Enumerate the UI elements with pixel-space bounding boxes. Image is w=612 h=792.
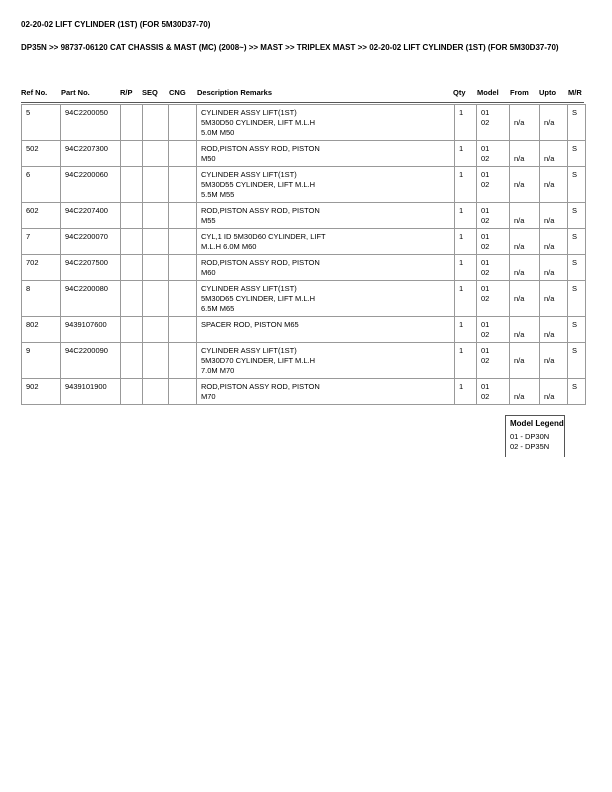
qty-cell: 1 (455, 343, 477, 379)
breadcrumb: DP35N >> 98737-06120 CAT CHASSIS & MAST (MC) (2008~) >> MAST >> TRIPLEX MAST >> 02-20-02 LIFT CYLINDER (1ST) (FOR 5M30D37-70) (21, 43, 559, 52)
table-row (22, 379, 586, 405)
cng-cell (169, 203, 197, 229)
rp-cell (121, 141, 143, 167)
qty-cell: 1 (455, 229, 477, 255)
mr-cell: S (568, 229, 586, 255)
seq-cell (143, 105, 169, 141)
model-cell: 01 02 (477, 317, 510, 343)
seq-cell (143, 141, 169, 167)
cng-cell (169, 255, 197, 281)
upto-cell: n/a (540, 255, 568, 281)
model-cell: 01 02 (477, 141, 510, 167)
model-cell: 01 02 (477, 229, 510, 255)
header-ref: Ref No. (21, 88, 48, 97)
upto-cell: n/a (540, 229, 568, 255)
part-number-cell: 94C2200080 (61, 281, 121, 317)
part-number-cell: 9439101900 (61, 379, 121, 405)
ref-cell: 7 (22, 229, 61, 255)
header-from: From (510, 88, 529, 97)
table-row (22, 343, 586, 379)
model-cell: 01 02 (477, 343, 510, 379)
seq-cell (143, 281, 169, 317)
part-number-cell: 94C2200090 (61, 343, 121, 379)
from-cell: n/a (510, 379, 540, 405)
rp-cell (121, 317, 143, 343)
rp-cell (121, 343, 143, 379)
upto-cell: n/a (540, 203, 568, 229)
ref-cell: 6 (22, 167, 61, 203)
seq-cell (143, 203, 169, 229)
part-number-cell: 94C2207300 (61, 141, 121, 167)
description-cell: CYLINDER ASSY LIFT(1ST) 5M30D70 CYLINDER, LIFT M.L.H 7.0M M70 (197, 343, 455, 379)
seq-cell (143, 255, 169, 281)
ref-cell: 902 (22, 379, 61, 405)
cng-cell (169, 141, 197, 167)
mr-cell: S (568, 167, 586, 203)
from-cell: n/a (510, 229, 540, 255)
model-cell: 01 02 (477, 379, 510, 405)
qty-cell: 1 (455, 255, 477, 281)
upto-cell: n/a (540, 105, 568, 141)
rp-cell (121, 167, 143, 203)
part-number-cell: 94C2200050 (61, 105, 121, 141)
upto-cell: n/a (540, 167, 568, 203)
ref-cell: 8 (22, 281, 61, 317)
table-row (22, 229, 586, 255)
legend-item: 02 - DP35N (510, 442, 550, 451)
mr-cell: S (568, 141, 586, 167)
qty-cell: 1 (455, 203, 477, 229)
from-cell: n/a (510, 167, 540, 203)
from-cell: n/a (510, 105, 540, 141)
model-cell: 01 02 (477, 203, 510, 229)
upto-cell: n/a (540, 317, 568, 343)
from-cell: n/a (510, 203, 540, 229)
rp-cell (121, 203, 143, 229)
from-cell: n/a (510, 343, 540, 379)
seq-cell (143, 317, 169, 343)
cng-cell (169, 317, 197, 343)
legend-title: Model Legend (510, 419, 564, 428)
description-cell: ROD,PISTON ASSY ROD, PISTON M60 (197, 255, 455, 281)
mr-cell: S (568, 343, 586, 379)
header-mr: M/R (568, 88, 582, 97)
table-row (22, 167, 586, 203)
table-header (21, 88, 584, 105)
ref-cell: 9 (22, 343, 61, 379)
part-number-cell: 94C2200060 (61, 167, 121, 203)
description-cell: SPACER ROD, PISTON M65 (197, 317, 455, 343)
header-part: Part No. (61, 88, 90, 97)
description-cell: CYL,1 ID 5M30D60 CYLINDER, LIFT M.L.H 6.0M M60 (197, 229, 455, 255)
rp-cell (121, 255, 143, 281)
from-cell: n/a (510, 317, 540, 343)
cng-cell (169, 229, 197, 255)
qty-cell: 1 (455, 379, 477, 405)
header-rp: R/P (120, 88, 133, 97)
rp-cell (121, 379, 143, 405)
ref-cell: 602 (22, 203, 61, 229)
header-seq: SEQ (142, 88, 158, 97)
qty-cell: 1 (455, 141, 477, 167)
ref-cell: 502 (22, 141, 61, 167)
header-cng: CNG (169, 88, 186, 97)
header-desc: Description Remarks (197, 88, 273, 97)
ref-cell: 702 (22, 255, 61, 281)
legend-item: 01 - DP30N (510, 432, 550, 441)
description-cell: CYLINDER ASSY LIFT(1ST) 5M30D55 CYLINDER, LIFT M.L.H 5.5M M55 (197, 167, 455, 203)
seq-cell (143, 167, 169, 203)
description-cell: CYLINDER ASSY LIFT(1ST) 5M30D50 CYLINDER, LIFT M.L.H 5.0M M50 (197, 105, 455, 141)
upto-cell: n/a (540, 379, 568, 405)
model-cell: 01 02 (477, 281, 510, 317)
upto-cell: n/a (540, 141, 568, 167)
qty-cell: 1 (455, 105, 477, 141)
qty-cell: 1 (455, 317, 477, 343)
table-row (22, 105, 586, 141)
parts-table (21, 104, 586, 405)
table-row (22, 317, 586, 343)
cng-cell (169, 343, 197, 379)
description-cell: CYLINDER ASSY LIFT(1ST) 5M30D65 CYLINDER, LIFT M.L.H 6.5M M65 (197, 281, 455, 317)
upto-cell: n/a (540, 281, 568, 317)
mr-cell: S (568, 255, 586, 281)
table-row (22, 255, 586, 281)
rp-cell (121, 229, 143, 255)
description-cell: ROD,PISTON ASSY ROD, PISTON M55 (197, 203, 455, 229)
mr-cell: S (568, 203, 586, 229)
seq-cell (143, 379, 169, 405)
model-cell: 01 02 (477, 167, 510, 203)
from-cell: n/a (510, 281, 540, 317)
mr-cell: S (568, 379, 586, 405)
cng-cell (169, 281, 197, 317)
rp-cell (121, 105, 143, 141)
upto-cell: n/a (540, 343, 568, 379)
part-number-cell: 94C2207400 (61, 203, 121, 229)
part-number-cell: 9439107600 (61, 317, 121, 343)
table-row (22, 281, 586, 317)
table-row (22, 203, 586, 229)
mr-cell: S (568, 317, 586, 343)
header-upto: Upto (539, 88, 557, 97)
ref-cell: 802 (22, 317, 61, 343)
part-number-cell: 94C2207500 (61, 255, 121, 281)
model-cell: 01 02 (477, 255, 510, 281)
header-qty: Qty (453, 88, 466, 97)
model-cell: 01 02 (477, 105, 510, 141)
header-model: Model (477, 88, 499, 97)
ref-cell: 5 (22, 105, 61, 141)
description-cell: ROD,PISTON ASSY ROD, PISTON M50 (197, 141, 455, 167)
rp-cell (121, 281, 143, 317)
description-cell: ROD,PISTON ASSY ROD, PISTON M70 (197, 379, 455, 405)
page-title: 02-20-02 LIFT CYLINDER (1ST) (FOR 5M30D37-70) (21, 20, 211, 29)
cng-cell (169, 167, 197, 203)
table-row (22, 141, 586, 167)
seq-cell (143, 229, 169, 255)
cng-cell (169, 379, 197, 405)
from-cell: n/a (510, 255, 540, 281)
part-number-cell: 94C2200070 (61, 229, 121, 255)
seq-cell (143, 343, 169, 379)
model-legend (505, 415, 565, 457)
from-cell: n/a (510, 141, 540, 167)
qty-cell: 1 (455, 281, 477, 317)
cng-cell (169, 105, 197, 141)
qty-cell: 1 (455, 167, 477, 203)
mr-cell: S (568, 281, 586, 317)
mr-cell: S (568, 105, 586, 141)
